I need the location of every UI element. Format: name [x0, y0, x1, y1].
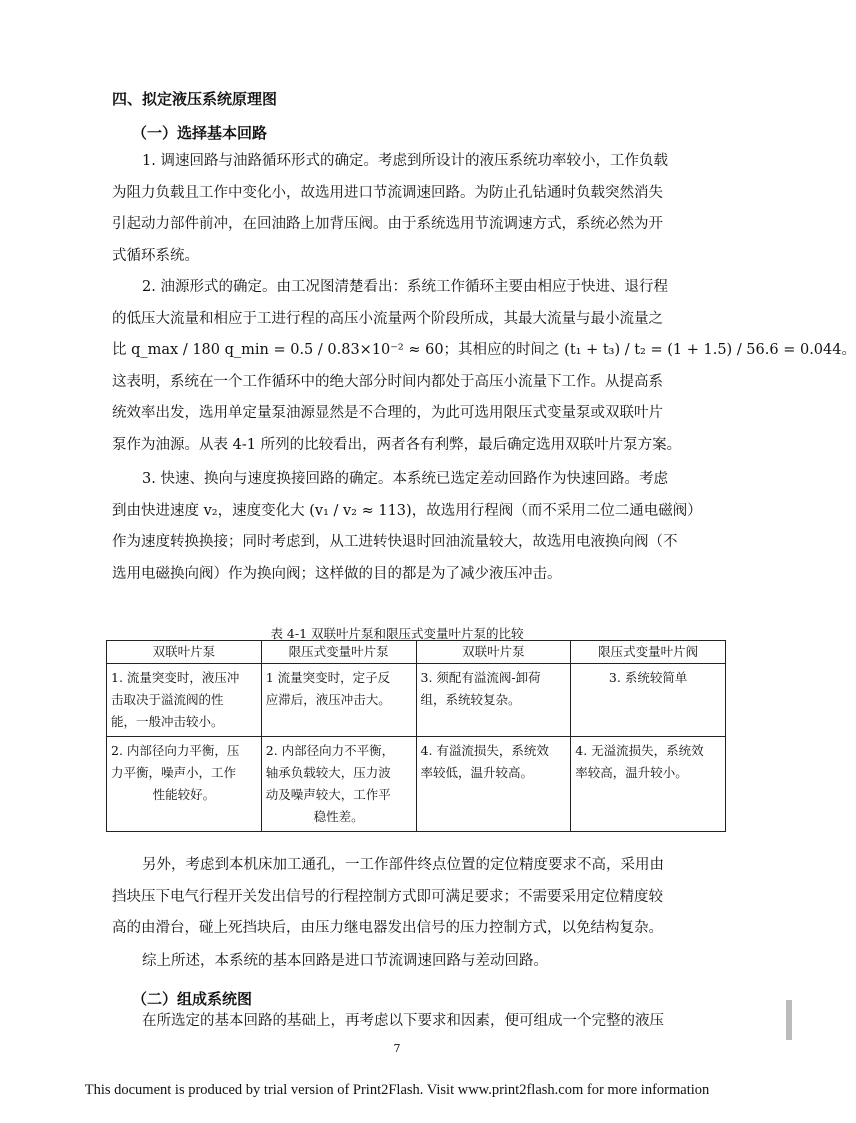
- table-cell: [261, 737, 416, 832]
- scroll-edge-marker: [786, 1000, 792, 1040]
- subsection-heading-system-diagram: （二）组成系统图: [132, 990, 253, 1008]
- cell-line: 能，一般冲击较小。: [111, 714, 224, 729]
- table-cell: [571, 664, 726, 737]
- cell-line: 组，系统较复杂。: [420, 692, 521, 707]
- cell-line: 动及噪声较大，工作平: [265, 787, 391, 802]
- cell-line: 3. 须配有溢流阀-卸荷: [420, 670, 541, 685]
- text-line: 作为速度转换换接；同时考虑到，从工进转快退时回油流量较大，故选用电液换向阀（不: [112, 534, 678, 550]
- text-line: 的低压大流量和相应于工进行程的高压小流量两个阶段所成，其最大流量与最小流量之: [112, 310, 663, 327]
- table-cell: [416, 664, 571, 737]
- text-line: 统效率出发，选用单定量泵油源显然是不合理的，为此可选用限压式变量泵或双联叶片: [112, 405, 663, 421]
- paragraph-oil-source: [112, 272, 856, 461]
- paragraph-speed-circuit: [112, 146, 726, 272]
- column-header: 限压式变量叶片泵: [261, 641, 416, 664]
- trial-watermark-footer: This document is produced by trial version of Print2Flash. Visit www.print2flash.com for more information: [84, 1082, 710, 1098]
- text-line: 选用电磁换向阀）作为换向阀；这样做的目的都是为了减少液压冲击。: [112, 565, 562, 582]
- cell-line: 1 流量突变时，定子反: [265, 670, 391, 685]
- cell-line: 轴承负载较大，压力波: [265, 765, 391, 780]
- table-row: [107, 664, 726, 737]
- cell-line: 3. 系统较简单: [608, 670, 688, 685]
- subsection-heading-basic-circuits: （一）选择基本回路: [132, 124, 268, 142]
- cell-line: 4. 有溢流损失，系统效: [420, 743, 549, 758]
- table-cell: [416, 737, 571, 832]
- column-header: 限压式变量叶片阀: [571, 641, 726, 664]
- text-line: 在所选定的基本回路的基础上，再考虑以下要求和因素，便可组成一个完整的液压: [142, 1013, 664, 1029]
- paragraph-summary: [112, 946, 726, 978]
- text-line: 另外，考虑到本机床加工通孔，一工作部件终点位置的定位精度要求不高，采用由: [142, 857, 664, 873]
- column-header: 双联叶片泵: [107, 641, 262, 664]
- text-line: 泵作为油源。从表 4-1 所列的比较看出，两者各有利弊，最后确定选用双联叶片泵方案。: [112, 436, 682, 453]
- section-heading: 四、拟定液压系统原理图: [112, 90, 278, 108]
- cell-line: 性能较好。: [152, 787, 216, 802]
- text-line: 2. 油源形式的确定。由工况图清楚看出：系统工作循环主要由相应于快进、退行程: [142, 279, 668, 295]
- table-cell: [107, 737, 262, 832]
- table-cell: [107, 664, 262, 737]
- table-header-row: [107, 641, 726, 664]
- text-line: 高的由滑台，碰上死挡块后，由压力继电器发出信号的压力控制方式，以免结构复杂。: [112, 920, 663, 936]
- pump-comparison-table: [106, 640, 726, 832]
- cell-line: 2. 内部径向力平衡，压: [111, 743, 240, 758]
- text-line-formula: 比 q_max / 180 q_min = 0.5 / 0.83×10⁻² ≈ 60；其相应的时间之 (t₁ + t₃) / t₂ = (1 + 1.5) / 56.6 = 0.044。: [112, 342, 856, 358]
- text-line: 式循环系统。: [112, 247, 199, 264]
- text-line: 1. 调速回路与油路循环形式的确定。考虑到所设计的液压系统功率较小，工作负载: [142, 153, 668, 169]
- paragraph-system-composition: [112, 1006, 726, 1038]
- cell-line: 力平衡，噪声小，工作: [111, 765, 237, 780]
- paragraph-fast-reversing: [112, 464, 726, 590]
- cell-line: 率较低，温升较高。: [420, 765, 534, 780]
- cell-line: 4. 无溢流损失，系统效: [575, 743, 704, 758]
- text-line-formula: 到由快进速度 v₂，速度变化大 (v₁ / v₂ ≈ 113)，故选用行程阀（而不采用二位二通电磁阀）: [112, 502, 702, 519]
- paragraph-positioning: [112, 850, 726, 945]
- page-number: 7: [393, 1042, 401, 1055]
- text-line: 为阻力负载且工作中变化小，故选用进口节流调速回路。为防止孔钻通时负载突然消失: [112, 184, 663, 201]
- table-caption: 表 4-1 双联叶片泵和限压式变量叶片泵的比较: [270, 626, 524, 641]
- cell-line: 击取决于溢流阀的性: [111, 692, 224, 707]
- text-line: 挡块压下电气行程开关发出信号的行程控制方式即可满足要求；不需要采用定位精度较: [112, 888, 663, 905]
- text-line: 引起动力部件前冲，在回油路上加背压阀。由于系统选用节流调速方式，系统必然为开: [112, 216, 663, 232]
- column-header: 双联叶片泵: [416, 641, 571, 664]
- cell-line: 1. 流量突变时，液压冲: [111, 670, 240, 685]
- cell-line: 率较高，温升较小。: [575, 765, 688, 780]
- cell-line: 稳性差。: [313, 809, 364, 824]
- table-cell: [571, 737, 726, 832]
- text-line: 这表明，系统在一个工作循环中的绝大部分时间内都处于高压小流量下工作。从提高系: [112, 373, 663, 390]
- table-row: [107, 737, 726, 832]
- cell-line: 2. 内部径向力不平衡，: [265, 743, 395, 758]
- text-line: 综上所述，本系统的基本回路是进口节流调速回路与差动回路。: [142, 953, 548, 969]
- cell-line: 应滞后，液压冲击大。: [265, 692, 391, 707]
- text-line: 3. 快速、换向与速度换接回路的确定。本系统已选定差动回路作为快速回路。考虑: [142, 471, 668, 487]
- table-cell: [261, 664, 416, 737]
